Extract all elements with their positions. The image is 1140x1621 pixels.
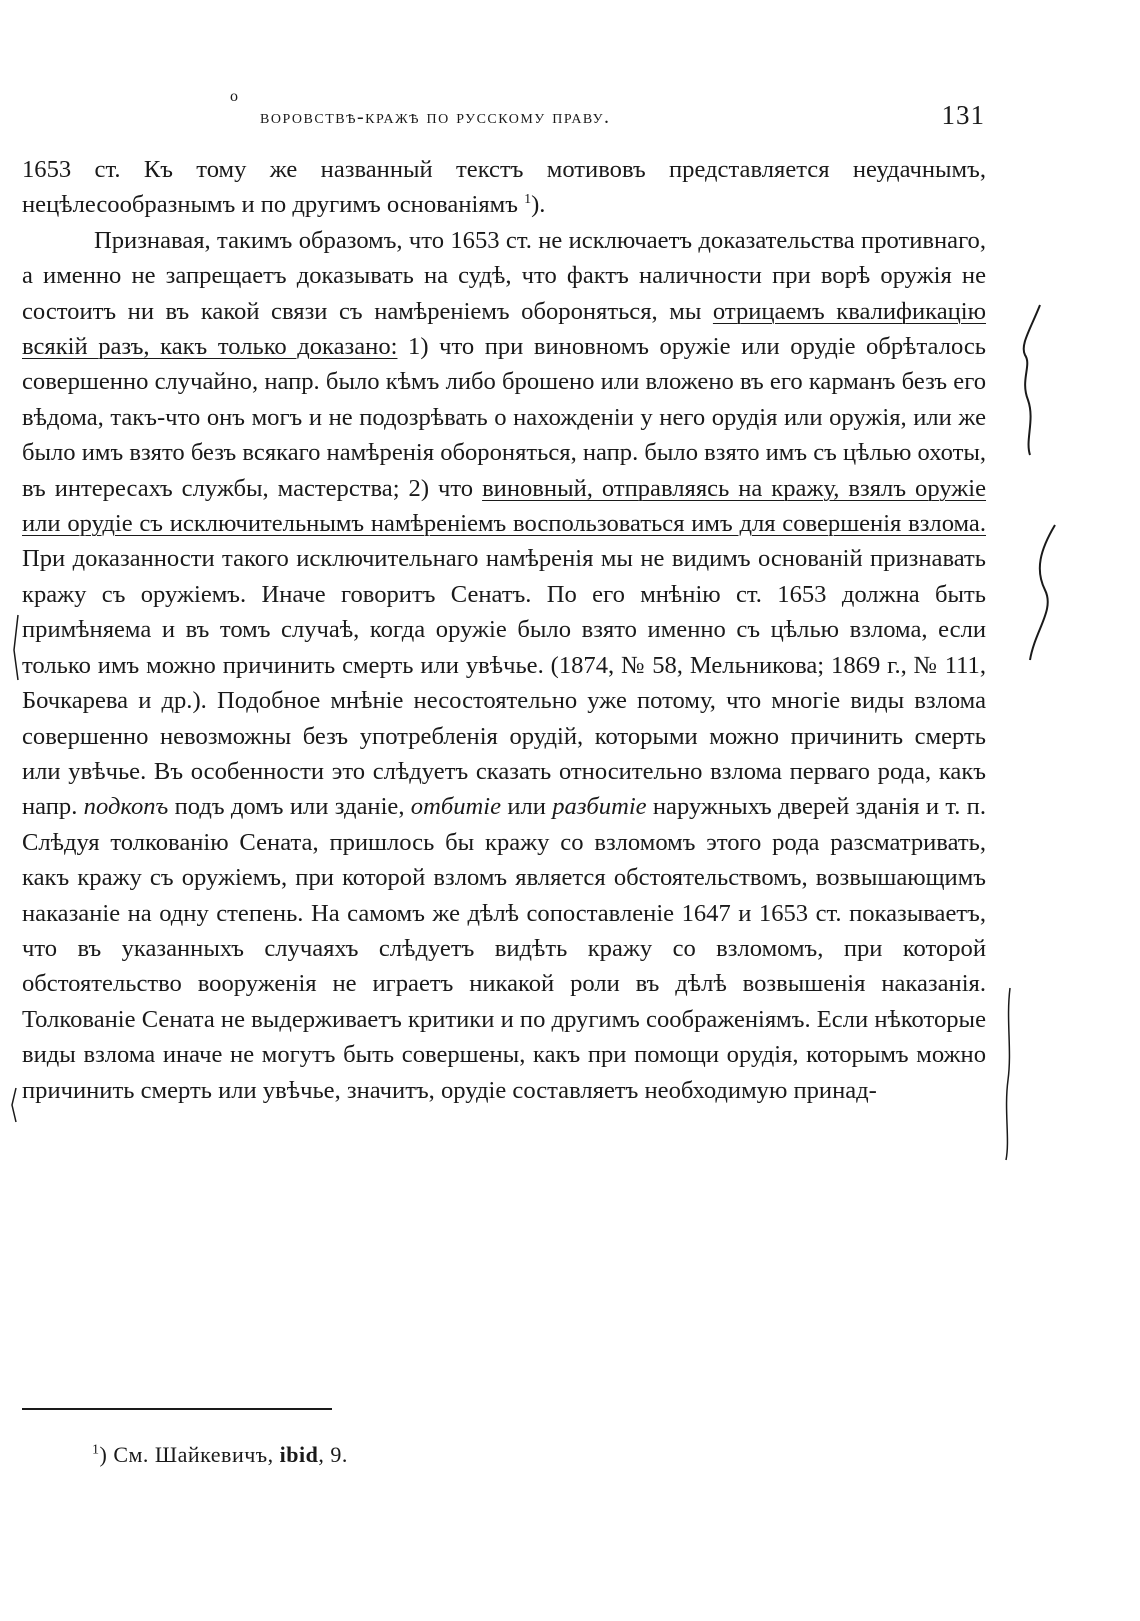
page-number: 131 (941, 100, 985, 130)
underlined-passage: отрицаемъ квалификацію всякій разъ, какъ только доказано: (22, 297, 987, 361)
paragraph-text: или (501, 793, 553, 821)
footnote-text: ) См. Шайкевичъ, (99, 1442, 280, 1467)
paragraph-text: 1) что при виновномъ оружіе или орудіе обрѣталось совершенно случайно, напр. было кѣмъ либо брошено или вложено въ его карманъ безъ его вѣдома, такъ-что онъ могъ и не подозрѣвать о нахожденіи у него орудія или оружія, или же было имъ взято безъ всякаго намѣренія обороняться, напр. было взято имъ съ цѣлью охоты, въ интересахъ службы, мастерства; 2) что (22, 333, 987, 502)
footnote-page: , 9. (318, 1442, 348, 1467)
margin-bracket-left-lower (12, 1088, 16, 1122)
italic-term: разбитіе (552, 793, 647, 821)
paragraph-text: При доказанности такого исключительнаго намѣренія мы не видимъ основаній признавать кражу съ оружіемъ. Иначе говоритъ Сенатъ. По его мнѣнію ст. 1653 должна быть примѣняема и въ томъ случаѣ, когда оружіе было взято именно съ цѣлью взлома, если только имъ можно причинить смерть или увѣчье. (1874, № 58, Мельникова; 1869 г., № 111, Бочкарева и др.). Подобное мнѣніе несостоятельно уже потому, что многіе виды взлома совершенно невозможны безъ употребленія орудій, которыми можно причинить смерть или увѣчье. Въ особенности это слѣдуетъ сказать относительно взлома перваго рода, какъ напр. (22, 545, 986, 821)
margin-bracket-left (14, 615, 18, 680)
paragraph-text-end: ). (531, 191, 546, 219)
underlined-passage: виновный, отправляясь на кражу, взялъ оружіе или орудіе съ исключительнымъ намѣреніемъ воспользоваться имъ для совершенія взлома. (22, 474, 987, 538)
margin-brace-upper (1024, 305, 1040, 455)
paragraph-text: наружныхъ дверей зданія и т. п. Слѣдуя толкованію Сената, пришлось бы кражу со взломомъ этого рода разсматривать, какъ кражу съ оружіемъ, при которой взломъ является обстоятельствомъ, возвышающимъ наказаніе на одну степень. На самомъ же дѣлѣ сопоставленіе 1647 и 1653 ст. показываетъ, что въ указанныхъ случаяхъ слѣдуетъ видѣть кражу со взломомъ, при которой обстоятельство вооруженія не играетъ никакой роли въ дѣлѣ возвышенія наказанія. Толкованіе Сената не выдерживаетъ критики и по другимъ соображеніямъ. Если нѣкоторые виды взлома иначе не могутъ быть совершены, какъ при помощи орудія, которымъ можно причинить смерть или увѣчье, значитъ, орудіе составляетъ необходимую принад- (22, 793, 986, 1104)
margin-bracket-right (1006, 988, 1010, 1160)
margin-brace-middle (1030, 525, 1055, 660)
footnote-divider (22, 1408, 332, 1410)
running-header (230, 88, 985, 136)
footnote-marker: 1 (92, 1442, 100, 1458)
paragraph-text: Признавая, такимъ образомъ, что 1653 ст. не исключаетъ доказательства противнаго, а именно не запрещаетъ доказывать на судѣ, что фактъ наличности при ворѣ оружія не состоитъ ни въ какой связи съ намѣреніемъ обороняться, мы (22, 226, 986, 325)
footnote-reference: 1 (524, 192, 532, 208)
header-mark: о (230, 88, 238, 105)
italic-term: отбитіе (410, 793, 502, 821)
body-text (22, 152, 986, 1108)
italic-term: подкопъ (83, 793, 169, 821)
paragraph-text: подъ домъ или зданіе, (168, 793, 411, 821)
running-title: воровствѣ-кражѣ по русскому праву. (260, 106, 611, 128)
footnote (92, 1442, 348, 1468)
paragraph-continued (22, 152, 986, 223)
paragraph-text: 1653 ст. Къ тому же названный текстъ мотивовъ представляется неудачнымъ, нецѣлесообразнымъ и по другимъ основаніямъ (22, 156, 986, 219)
footnote-ibid: ibid (279, 1442, 319, 1467)
paragraph-main (22, 223, 986, 1108)
